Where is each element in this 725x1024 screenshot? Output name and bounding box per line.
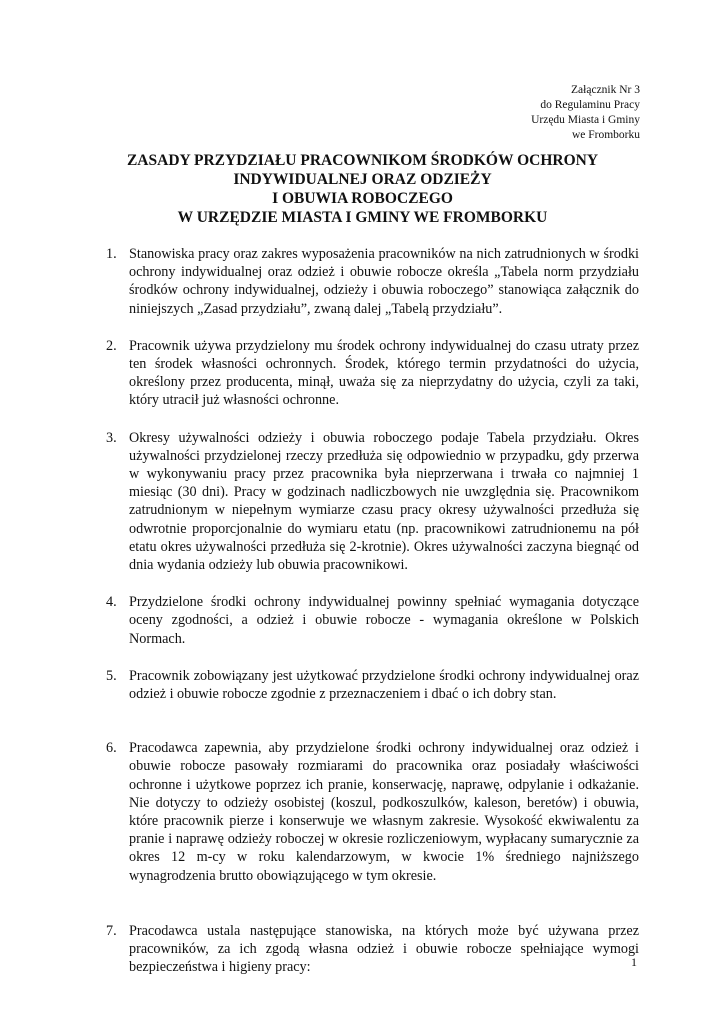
item-text: Pracownik zobowiązany jest użytkować przydzielone środki ochrony indywidualnej oraz odzież i obuwie robocze zgodnie z przeznaczeniem i dbać o ich dobry stan. bbox=[129, 667, 639, 703]
list-item bbox=[106, 593, 639, 648]
list-item bbox=[106, 667, 639, 703]
item-number: 7. bbox=[106, 922, 117, 939]
title-line: INDYWIDUALNEJ ORAZ ODZIEŻY bbox=[233, 171, 492, 188]
page-number: 1 bbox=[631, 955, 637, 969]
title-line: ZASADY PRZYDZIAŁU PRACOWNIKOM ŚRODKÓW OCHRONY bbox=[126, 152, 599, 169]
item-text: Przydzielone środki ochrony indywidualnej powinny spełniać wymagania dotyczące oceny zgodności, a odzież i obuwie robocze - wymagania określone w Polskich Normach. bbox=[129, 594, 639, 647]
item-number: 5. bbox=[106, 667, 117, 684]
item-text: Pracownik używa przydzielony mu środek ochrony indywidualnej do czasu utraty przez ten środek własności ochronnych. Środek, którego termin przydatności do użycia, określony przez producenta, minął, uważa się za nieprzydatny do użycia, czyli za taki, który utracił już własności ochronne. bbox=[129, 337, 639, 409]
annex-line: Załącznik Nr 3 bbox=[571, 84, 640, 96]
annex-header bbox=[531, 83, 640, 143]
item-number: 1. bbox=[106, 246, 117, 262]
title-line: W URZĘDZIE MIASTA I GMINY WE FROMBORKU bbox=[177, 209, 548, 226]
item-number: 6. bbox=[106, 740, 117, 757]
list-item bbox=[106, 922, 639, 977]
list-item bbox=[106, 245, 639, 318]
annex-line: do Regulaminu Pracy bbox=[540, 99, 640, 111]
annex-line: we Fromborku bbox=[571, 129, 640, 141]
item-number: 2. bbox=[106, 337, 117, 354]
annex-line: Urzędu Miasta i Gminy bbox=[531, 114, 640, 126]
item-text: Stanowiska pracy oraz zakres wyposażenia pracowników na nich zatrudnionych w środki ochrony indywidualnej oraz odzież i obuwie robocze określa „Tabela norm przydziału środków ochrony indywidualnej, odzieży i obuwia roboczego” stanowiąca załącznik do niniejszych „Zasad przydziału”, zwaną dalej „Tabelą przydziału”. bbox=[129, 246, 639, 317]
item-number: 4. bbox=[106, 594, 117, 611]
list-item bbox=[106, 337, 639, 410]
list-item bbox=[106, 429, 639, 575]
item-text: Okresy używalności odzieży i obuwia roboczego podaje Tabela przydziału. Okres używalności przydzielonej rzeczy przedłuża się odpowiednio w przypadku, gdy przerwa w wykonywaniu pracy przez pracownika była nieprzerwana i trwała co najmniej 1 miesiąc (30 dni). Pracy w godzinach nadliczbowych nie uwzględnia się. Pracownikom zatrudnionym w niepełnym wymiarze czasu pracy okresy używalności przedłuża się odwrotnie proporcjonalnie do wymiaru etatu (np. pracownikowi zatrudnionemu na pół etatu okres używalności przedłuża się 2-krotnie). Okres używalności zaczyna biegnąć od dnia wydania odzieży lub obuwia pracownikowi. bbox=[129, 429, 639, 574]
document-title bbox=[60, 151, 665, 227]
title-line: I OBUWIA ROBOCZEGO bbox=[272, 190, 453, 207]
item-number: 3. bbox=[106, 429, 117, 446]
rules-list bbox=[106, 245, 639, 977]
list-item bbox=[106, 739, 639, 885]
item-text: Pracodawca ustala następujące stanowiska, na których może być używana przez pracowników, za ich zgodą własna odzież i obuwie robocze spełniające wymogi bezpieczeństwa i higieny pracy: bbox=[129, 922, 639, 976]
item-text: Pracodawca zapewnia, aby przydzielone środki ochrony indywidualnej oraz odzież i obuwie robocze pasowały rozmiarami do pracownika oraz posiadały właściwości ochronne i użytkowe poprzez ich pranie, konserwację, naprawę, odpylanie i odkażanie. Nie dotyczy to odzieży osobistej (koszul, podkoszulków, kaleson, beretów) i obuwia, które pracownik pierze i konserwuje we własnym zakresie. Wysokość ekwiwalentu za pranie i naprawę odzieży roboczej w okresie rozliczeniowym, wypłacany sumarycznie za okres 12 m-cy w roku kalendarzowym, w kwocie 1% średniego najniższego wynagrodzenia brutto obowiązującego w tym okresie. bbox=[129, 740, 639, 884]
